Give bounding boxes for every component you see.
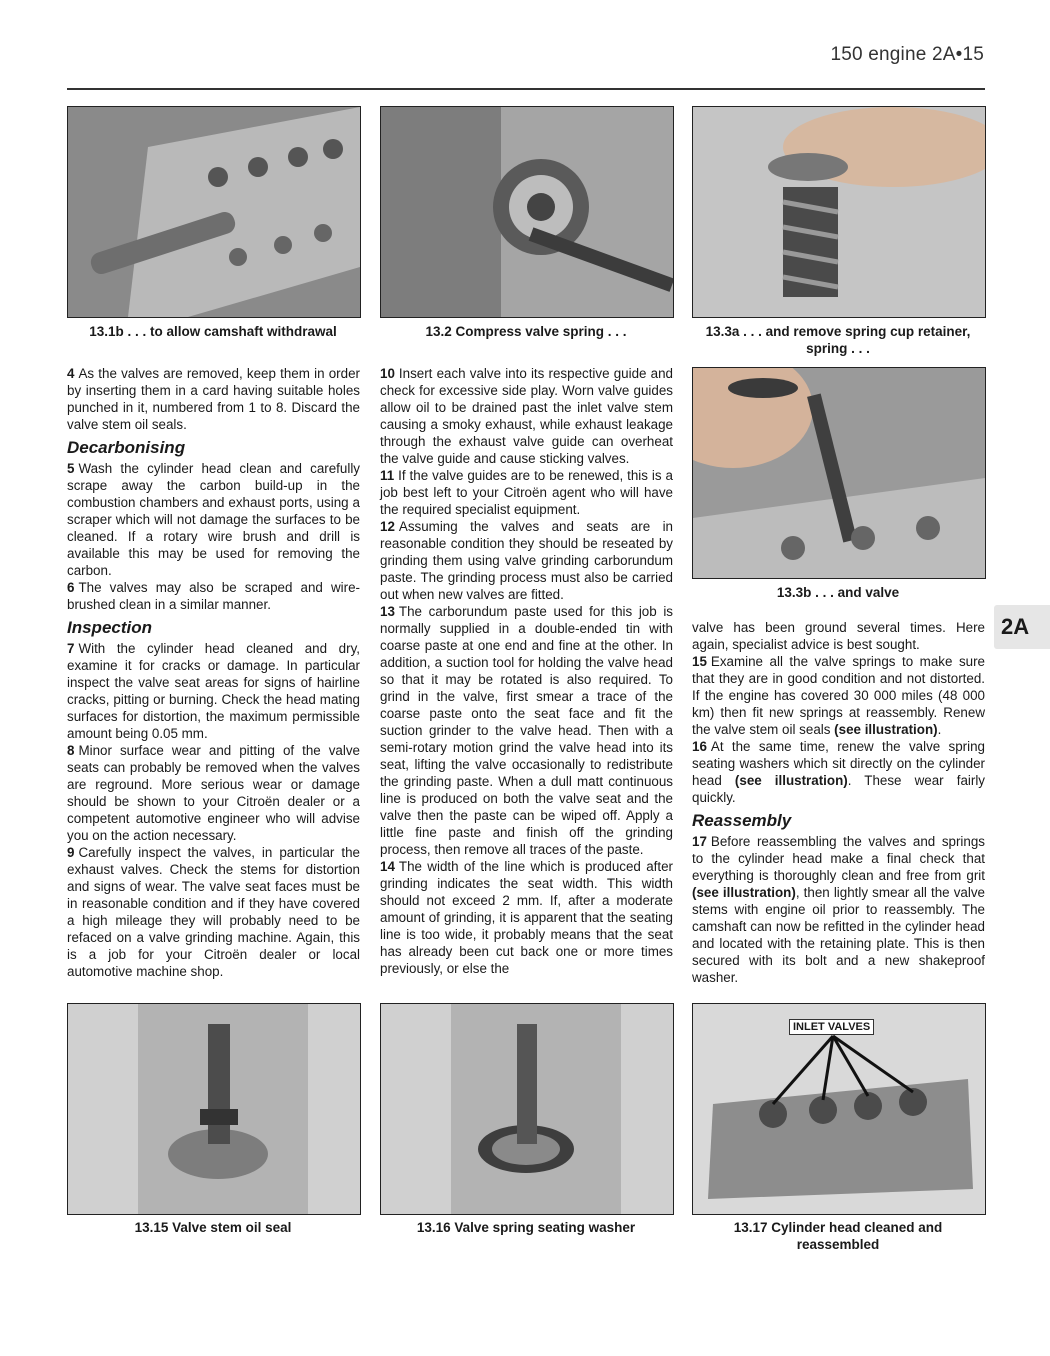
caption-13-15: 13.15 Valve stem oil seal	[134, 1220, 292, 1235]
paragraph-10: 10 Insert each valve into its respective guide and check for excessive side play. Worn valve guides allow oil to be drained past the inlet valve stem causing a smoky exhaust, while exhaust leakage through the exhaust valve guide can overheat the valve guide and cause sticking valves.	[380, 366, 673, 466]
photo-camshaft-withdrawal	[67, 106, 361, 318]
paragraph-12: 12 Assuming the valves and seats are in reasonable condition they should be reseated by grinding them using valve grinding carborundum paste. The grinding process must also be carried out when new valves are fitted.	[380, 519, 673, 602]
paragraph-15: 15 Examine all the valve springs to make sure that they are in good condition and not distorted. If the engine has covered 30 000 miles (48 000 km) then fit new springs at reassembly. Renew the valve stem oil seals (see illustration).	[692, 654, 985, 737]
paragraph-14: 14 The width of the line which is produced after grinding indicates the seat width. This width should not exceed 2 mm. If, after a moderate amount of grinding, it is apparent that the seating line is too wide, it probably means that the seat has already been cut back one or more times previously, or else the	[380, 859, 673, 976]
heading-reassembly: Reassembly	[692, 811, 792, 830]
photo-valve	[692, 367, 986, 579]
paragraph-13: 13 The carborundum paste used for this job is normally supplied in a double-ended tin with coarse paste at one end and fine at the other. In addition, a suction tool for holding the valve head so that it may be rotated is also required. To grind in the valve, first smear a trace of the coarse paste onto the seat face and fit the suction grinder to the valve head. Then with a semi-rotary motion grind the valve head into its seat, lifting the valve occasionally to redistribute the grinding paste. When a dull matt continuous line is produced on both the valve seat and the valve then the paste can be wiped off. Apply a little fine paste and finish off the grinding process, then remove all traces of the paste.	[380, 604, 673, 857]
caption-13-17: 13.17 Cylinder head cleaned and reassembled	[733, 1220, 943, 1252]
header-rule	[67, 88, 985, 90]
photo-remove-spring-cup	[692, 106, 986, 318]
paragraph-9: 9 Carefully inspect the valves, in particular the exhaust valves. Check the stems for distortion and signs of wear. The valve seat faces must be in reasonable condition and if they have covered a high mileage they will probably need to be refaced on a valve grinding machine. Again, this is a job for your Citroën dealer or local automotive machine shop.	[67, 845, 360, 979]
caption-13-1b: 13.1b . . . to allow camshaft withdrawal	[89, 324, 337, 339]
paragraph-7: 7 With the cylinder head cleaned and dry, examine it for cracks or damage. In particular inspect the valve seat areas for signs of hairline cracks, pitting or burning. Check the head mating surfaces for distortion, the maximum permissible amount being 0.05 mm.	[67, 641, 360, 741]
paragraph-8: 8 Minor surface wear and pitting of the valve seats can probably be removed when the valves are reground. More serious wear or damage should be shown to your Citroën dealer or a competent automotive engineer who will advise you on the action necessary.	[67, 743, 360, 843]
photo-cylinder-head-reassembled	[692, 1003, 986, 1215]
see-illustration-ref: (see illustration)	[834, 722, 938, 737]
heading-decarbonising: Decarbonising	[67, 438, 186, 457]
paragraph-4: 4 As the valves are removed, keep them in order by inserting them in a card having suitable holes punched in it, numbered from 1 to 8. Discard the valve stem oil seals.	[67, 366, 360, 432]
paragraph-6: 6 The valves may also be scraped and wire-brushed clean in a similar manner.	[67, 580, 360, 612]
paragraph-16: 16 At the same time, renew the valve spring seating washers which sit directly on the cylinder head (see illustration). These wear fairly quickly.	[692, 739, 985, 805]
text-column-2	[380, 365, 673, 977]
paragraph-17: 17 Before reassembling the valves and springs to the cylinder head make a final check that everything is thoroughly clean and free from grit (see illustration), then lightly smear all the valve stems with engine oil prior to reassembly. The camshaft can now be refitted in the cylinder head and located with the retaining plate. This is then secured with its bolt and a new shakeproof washer.	[692, 834, 985, 985]
paragraph-14-continued: valve has been ground several times. Here again, specialist advice is best sought.	[692, 620, 985, 652]
page-header-title: 150 engine 2A•15	[830, 44, 984, 65]
inlet-valves-label: INLET VALVES	[789, 1019, 874, 1035]
text-column-3	[692, 619, 985, 986]
heading-inspection: Inspection	[67, 618, 153, 637]
photo-compress-valve-spring	[380, 106, 674, 318]
caption-13-3a: 13.3a . . . and remove spring cup retainer, spring . . .	[705, 324, 971, 356]
see-illustration-ref: (see illustration)	[692, 885, 796, 900]
text-column-1	[67, 365, 360, 980]
caption-13-3b: 13.3b . . . and valve	[776, 585, 900, 600]
caption-13-2: 13.2 Compress valve spring . . .	[425, 324, 627, 339]
photo-valve-spring-seating-washer	[380, 1003, 674, 1215]
section-tab-marker: 2A	[994, 605, 1050, 649]
see-illustration-ref: (see illustration)	[734, 773, 848, 788]
photo-valve-stem-oil-seal	[67, 1003, 361, 1215]
caption-13-16: 13.16 Valve spring seating washer	[416, 1220, 636, 1235]
paragraph-11: 11 If the valve guides are to be renewed, this is a job best left to your Citroën agent who will have the required specialist equipment.	[380, 468, 673, 517]
paragraph-5: 5 Wash the cylinder head clean and carefully scrape away the carbon build-up in the combustion chambers and exhaust ports, using a scraper which will not damage the surfaces to be cleaned. If a rotary wire brush and drill is available this may be used for removing the carbon.	[67, 461, 360, 578]
